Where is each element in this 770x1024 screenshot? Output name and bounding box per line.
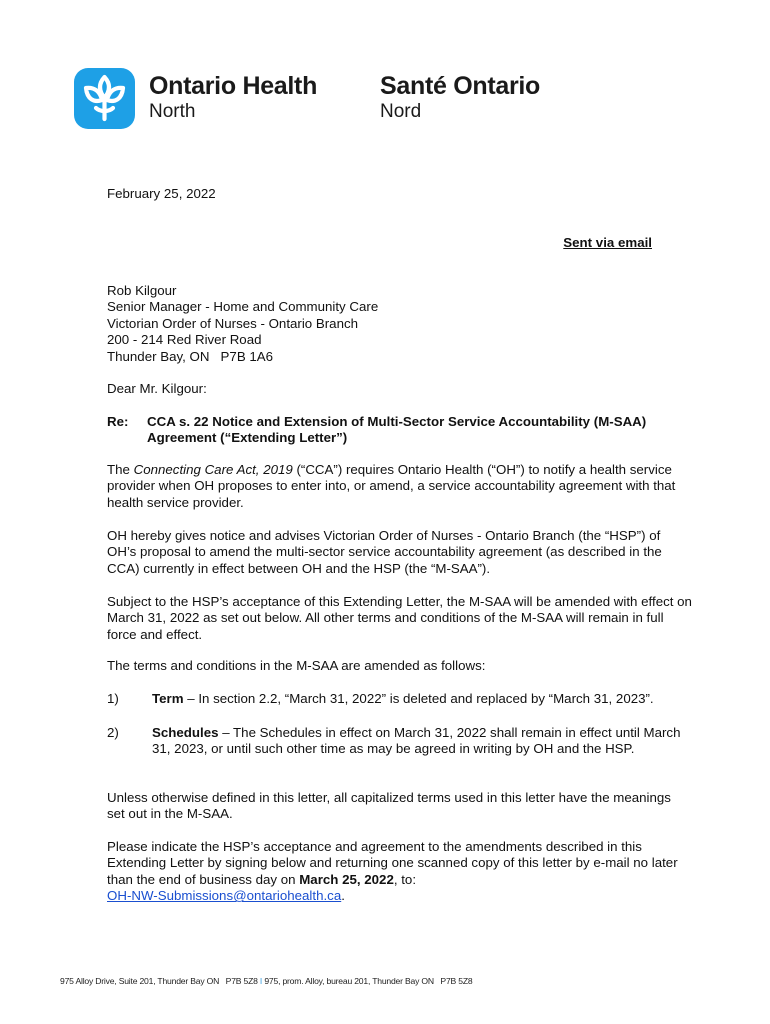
recipient-address	[107, 283, 378, 365]
recipient-organization: Victorian Order of Nurses - Ontario Branch	[107, 315, 359, 331]
region-fr: Nord	[380, 101, 422, 122]
letter-date: February 25, 2022	[107, 186, 216, 201]
list-item	[152, 691, 692, 707]
re-label: Re:	[107, 414, 129, 429]
recipient-city: Thunder Bay, ON P7B 1A6	[107, 348, 274, 364]
deadline-date: March 25, 2022	[299, 871, 394, 887]
item-number: 1)	[107, 691, 119, 706]
re-subject: CCA s. 22 Notice and Extension of Multi-Sector Service Accountability (M-SAA) Agreement (“Extending Letter”)	[147, 414, 647, 446]
item-text: – The Schedules in effect on March 31, 2022 shall remain in effect until March 31, 2023, or until such other time as may be agreed in writing by OH and the HSP.	[152, 725, 681, 757]
footer-address-en: 975 Alloy Drive, Suite 201, Thunder Bay ON P7B 5Z8	[60, 976, 258, 986]
paragraph-notice: OH hereby gives notice and advises Victorian Order of Nurses - Ontario Branch (the “HSP”) of OH’s proposal to amend the multi-sector service accountability agreement (as described in the CCA) currently in effect between OH and the HSP (the “M-SAA”).	[107, 528, 662, 576]
footer-address	[60, 976, 472, 986]
brand-name-fr: Santé Ontario	[380, 72, 541, 100]
p6-pre: Please indicate the HSP’s acceptance and agreement to the amendments described in this Extending Letter by signing below and returning one scanned copy of this letter by e-mail no later than the end of business day on	[107, 839, 678, 887]
paragraph-definitions: Unless otherwise defined in this letter, all capitalized terms used in this letter have the meanings set out in the M-SAA.	[107, 790, 671, 822]
p1-pre: The	[107, 462, 134, 477]
footer-address-fr: 975, prom. Alloy, bureau 201, Thunder Bay ON P7B 5Z8	[264, 976, 473, 986]
submission-email-link[interactable]: OH-NW-Submissions@ontariohealth.ca	[107, 888, 342, 904]
salutation: Dear Mr. Kilgour:	[107, 381, 207, 396]
p1-post: (“CCA”) requires Ontario Health (“OH”) to notify a health service provider when OH proposes to enter into, or amend, a service accountability agreement with that health service provider.	[107, 462, 676, 510]
paragraph-cca-notice	[107, 462, 692, 511]
item-number: 2)	[107, 725, 119, 740]
trillium-icon	[74, 68, 135, 129]
item-label: Term	[152, 691, 184, 706]
p6-post: , to:	[393, 871, 417, 887]
paragraph-acceptance	[107, 839, 692, 905]
item-text: – In section 2.2, “March 31, 2022” is deleted and replaced by “March 31, 2023”.	[183, 691, 654, 706]
email-suffix: .	[341, 888, 345, 904]
recipient-street: 200 - 214 Red River Road	[107, 332, 262, 348]
item-label: Schedules	[152, 725, 219, 740]
region-en: North	[149, 101, 196, 122]
list-item	[152, 725, 692, 758]
recipient-name: Rob Kilgour	[107, 283, 177, 298]
paragraph-amended-intro: The terms and conditions in the M-SAA are amended as follows:	[107, 658, 486, 673]
footer-separator: I	[259, 976, 263, 986]
delivery-method: Sent via email	[563, 235, 652, 250]
recipient-title: Senior Manager - Home and Community Care	[107, 299, 379, 315]
brand-name-en: Ontario Health	[149, 72, 318, 100]
paragraph-subject-to: Subject to the HSP’s acceptance of this Extending Letter, the M-SAA will be amended with effect on March 31, 2022 as set out below. All other terms and conditions of the M-SAA will remain in full force and effect.	[107, 594, 692, 642]
act-name: Connecting Care Act, 2019	[133, 462, 293, 477]
